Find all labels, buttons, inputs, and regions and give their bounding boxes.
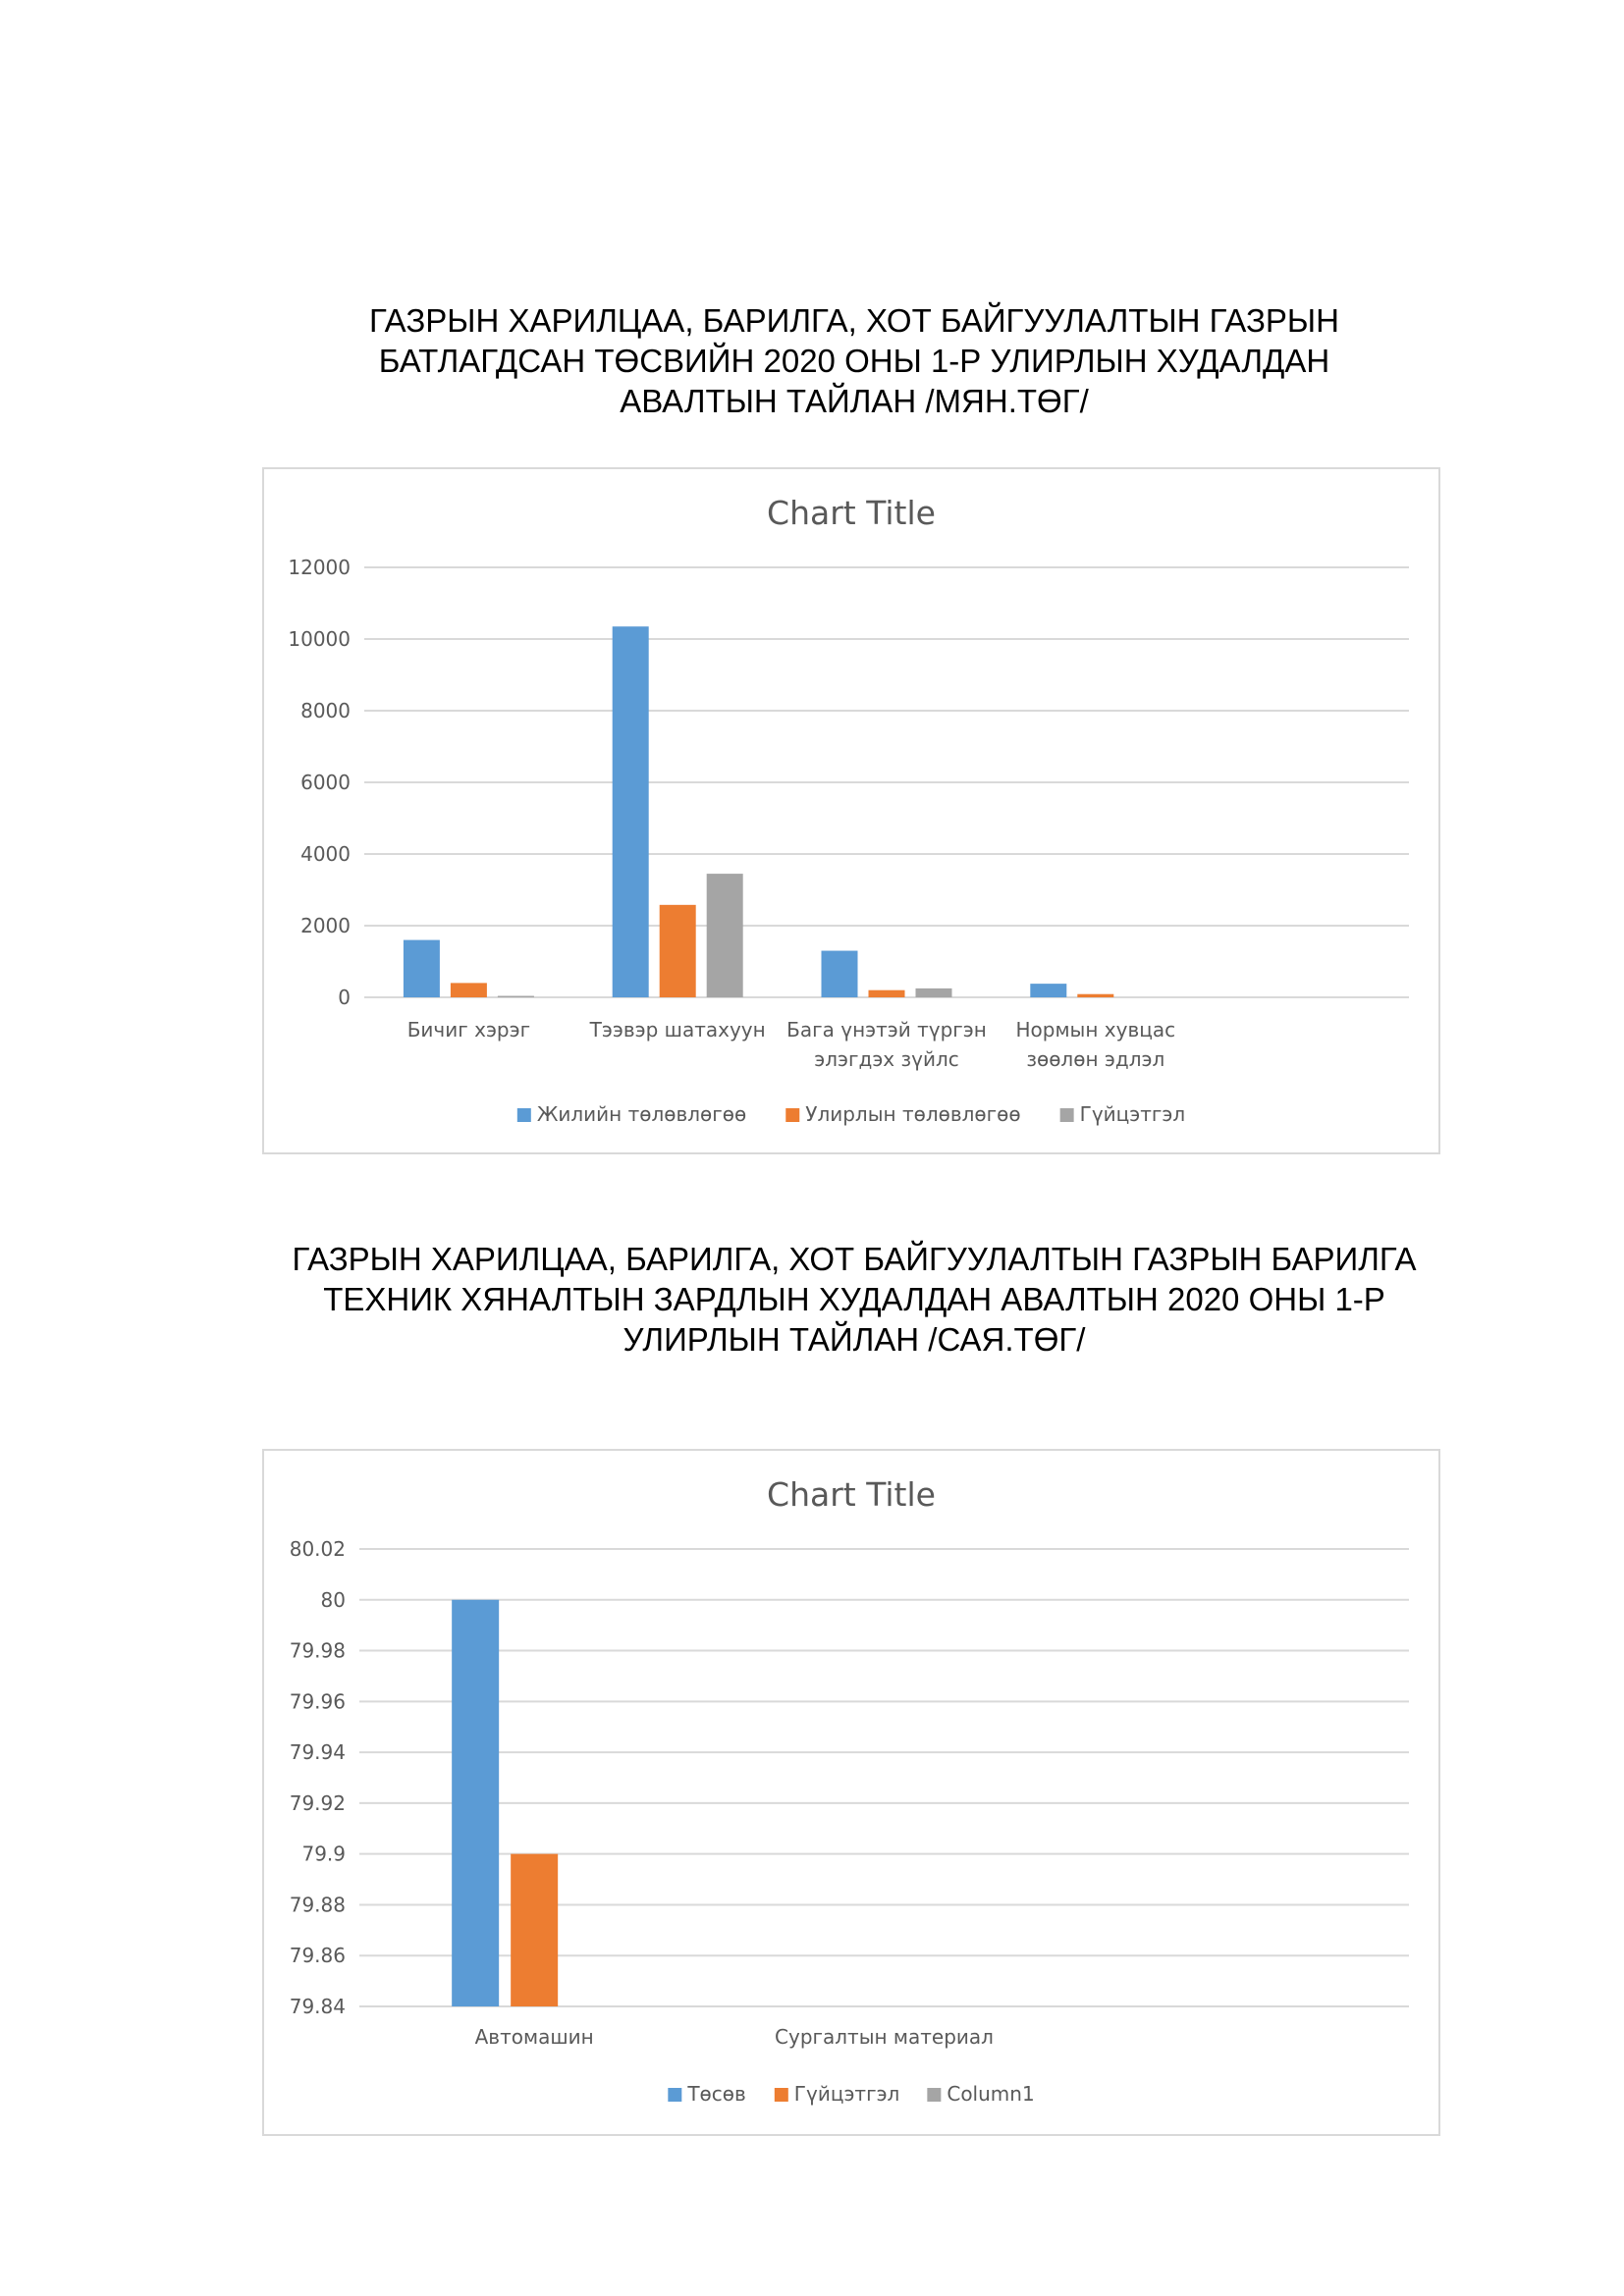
- heading-line: ТЕХНИК ХЯНАЛТЫН ЗАРДЛЫН ХУДАЛДАН АВАЛТЫН 2020 ОНЫ 1-Р: [323, 1281, 1385, 1317]
- bar-2-series-1: [613, 626, 649, 997]
- y-tick-label: 0: [338, 986, 351, 1009]
- category-label: Сургалтын материал: [775, 2025, 994, 2049]
- legend-swatch: [668, 2088, 681, 2102]
- legend: [668, 2082, 1034, 2106]
- heading-line: ГАЗРЫН ХАРИЛЦАА, БАРИЛГА, ХОТ БАЙГУУЛАЛТЫН ГАЗРЫН БАРИЛГА: [292, 1241, 1417, 1277]
- y-tick-label: 10000: [288, 627, 351, 651]
- bar-1-series-2: [451, 983, 487, 997]
- legend: [517, 1102, 1185, 1126]
- bar-2-series-3: [707, 874, 743, 997]
- category-label: Автомашин: [474, 2025, 594, 2049]
- legend-label: Улирлын төлөвлөгөө: [805, 1102, 1021, 1126]
- y-tick-label: 79.86: [289, 1944, 346, 1968]
- y-tick-label: 79.92: [289, 1790, 346, 1815]
- category-label: Бага үнэтэй түргэн: [786, 1018, 987, 1041]
- category-label: зөөлөн эдлэл: [1026, 1047, 1165, 1071]
- chart-frame-purchases: [262, 467, 1440, 1154]
- chart-title: Chart Title: [767, 494, 936, 532]
- y-tick-label: 79.9: [301, 1842, 346, 1866]
- legend-swatch: [517, 1108, 531, 1122]
- legend-swatch: [775, 2088, 788, 2102]
- category-label: Бичиг хэрэг: [406, 1018, 531, 1041]
- y-tick-label: 12000: [288, 556, 351, 579]
- legend-label: Жилийн төлөвлөгөө: [536, 1102, 747, 1126]
- bar-1-series-1: [404, 940, 440, 997]
- bar-4-series-1: [1030, 984, 1066, 997]
- chart-purchases: [264, 469, 1438, 1152]
- heading-line: БАТЛАГДСАН ТӨСВИЙН 2020 ОНЫ 1-Р УЛИРЛЫН ХУДАЛДАН: [378, 343, 1330, 379]
- bar-1-series-2: [511, 1854, 558, 2006]
- legend-swatch: [785, 1108, 799, 1122]
- y-tick-label: 8000: [300, 699, 351, 722]
- legend-item: [668, 2082, 745, 2106]
- y-tick-label: 79.98: [289, 1638, 346, 1663]
- y-tick-label: 79.96: [289, 1689, 346, 1714]
- legend-item: [785, 1102, 1020, 1126]
- bar-3-series-1: [822, 951, 858, 997]
- legend-label: Column1: [947, 2082, 1035, 2106]
- bar-3-series-2: [869, 990, 905, 997]
- y-tick-label: 79.94: [289, 1740, 346, 1765]
- y-tick-label: 79.88: [289, 1893, 346, 1917]
- legend-label: Төсөв: [687, 2082, 746, 2106]
- legend-label: Гүйцэтгэл: [1079, 1102, 1186, 1126]
- bar-2-series-2: [660, 905, 696, 997]
- y-tick-label: 80.02: [289, 1537, 346, 1561]
- report-heading-2: [177, 1239, 1532, 1360]
- y-tick-label: 79.84: [289, 1995, 346, 2018]
- y-tick-label: 2000: [300, 914, 351, 937]
- legend-label: Гүйцэтгэл: [793, 2082, 900, 2106]
- legend-swatch: [927, 2088, 941, 2102]
- y-tick-label: 80: [320, 1587, 346, 1612]
- category-label: Нормын хувцас: [1015, 1018, 1176, 1041]
- legend-item: [775, 2082, 900, 2106]
- legend-item: [1060, 1102, 1186, 1126]
- legend-swatch: [1060, 1108, 1074, 1122]
- chart-title: Chart Title: [767, 1475, 936, 1514]
- bar-1-series-3: [498, 996, 534, 997]
- y-tick-label: 6000: [300, 771, 351, 794]
- bar-4-series-2: [1077, 994, 1113, 997]
- legend-item: [927, 2082, 1034, 2106]
- bar-1-series-1: [452, 1600, 499, 2006]
- chart-frame-inspection: [262, 1449, 1440, 2136]
- y-tick-label: 4000: [300, 842, 351, 866]
- legend-item: [517, 1102, 746, 1126]
- heading-line: УЛИРЛЫН ТАЙЛАН /САЯ.ТӨГ/: [623, 1321, 1086, 1358]
- chart-inspection: [264, 1451, 1438, 2134]
- category-label: элэгдэх зүйлс: [814, 1047, 959, 1071]
- bar-3-series-3: [916, 988, 952, 997]
- category-label: Тээвэр шатахуун: [589, 1018, 766, 1041]
- heading-line: ГАЗРЫН ХАРИЛЦАА, БАРИЛГА, ХОТ БАЙГУУЛАЛТЫН ГАЗРЫН: [369, 302, 1339, 339]
- report-heading-1: [177, 300, 1532, 421]
- heading-line: АВАЛТЫН ТАЙЛАН /МЯН.ТӨГ/: [620, 383, 1089, 419]
